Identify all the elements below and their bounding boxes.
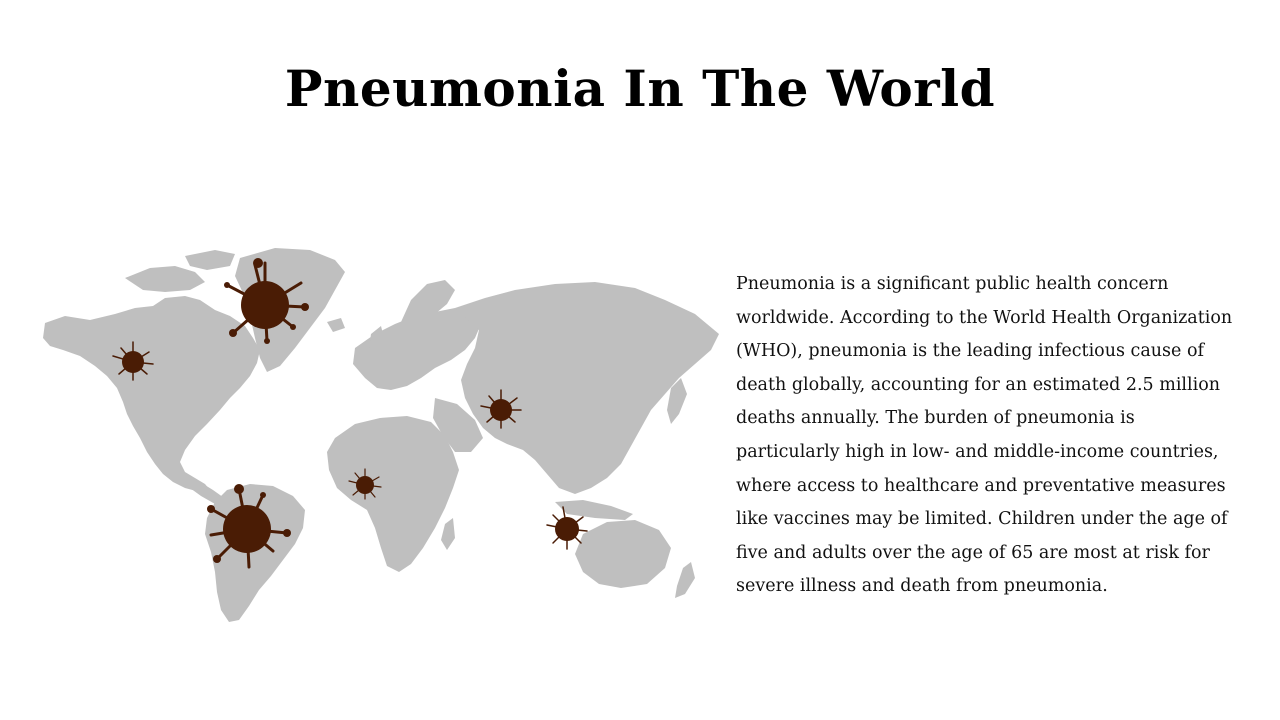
iceland-landmass	[327, 318, 345, 332]
body-paragraph: Pneumonia is a significant public health concern worldwide. According to the World Health Organization (WHO), pneumonia is the leading infectious cause of death globally, accounting for an estimated 2.5 million deaths annually. The burden of pneumonia is particularly high in low- and middle-income countries, where access to healthcare and preventative measures like vaccines may be limited. Children under the age of five and adults over the age of 65 are most at risk for severe illness and death from pneumonia.	[736, 274, 1233, 597]
south-america-landmass	[205, 484, 305, 622]
southeast-asia-islands	[555, 500, 633, 520]
continents	[43, 248, 719, 622]
arctic-islands-2	[185, 250, 235, 270]
arctic-islands	[125, 266, 205, 292]
madagascar-landmass	[441, 518, 455, 550]
australia-landmass	[575, 520, 671, 588]
slide-title: Pneumonia In The World	[284, 59, 996, 118]
world-map-icon	[35, 238, 725, 630]
africa-landmass	[327, 416, 459, 572]
north-america-landmass	[43, 296, 260, 492]
new-zealand-landmass	[675, 562, 695, 598]
